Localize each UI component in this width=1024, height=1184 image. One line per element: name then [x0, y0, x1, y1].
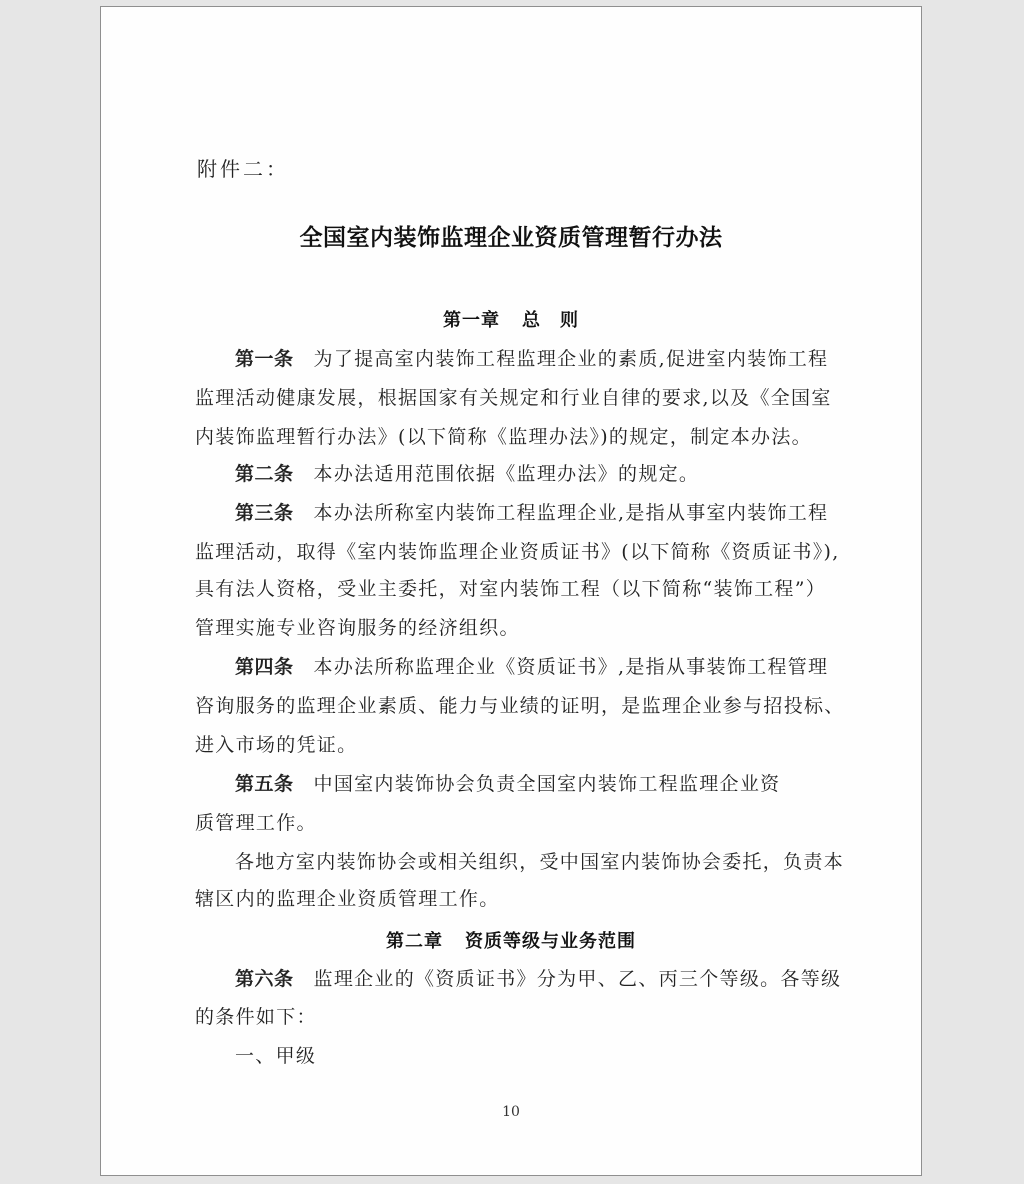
article-1-line-1	[235, 347, 828, 371]
article-6-line-2: 的条件如下：	[195, 1006, 317, 1028]
document-title: 全国室内装饰监理企业资质管理暂行办法	[299, 225, 723, 251]
article-5-line-1	[235, 772, 780, 796]
article-2-label: 第二条	[235, 463, 294, 485]
document-page	[100, 6, 922, 1176]
article-4-label: 第四条	[235, 656, 294, 678]
chapter-1-number: 第一章	[443, 310, 500, 331]
article-4-text-1: 本办法所称监理企业《资质证书》,是指从事装饰工程管理	[313, 656, 829, 678]
chapter-2-number: 第二章	[386, 931, 443, 952]
article-3-text-1: 本办法所称室内装饰工程监理企业,是指从事室内装饰工程	[313, 502, 829, 524]
article-5-paragraph-2-line-1: 各地方室内装饰协会或相关组织，受中国室内装饰协会委托，负责本	[235, 851, 845, 873]
article-3-line-2: 监理活动，取得《室内装饰监理企业资质证书》(以下简称《资质证书》),	[195, 541, 840, 563]
annex-label: 附件二：	[197, 157, 289, 181]
chapter-2-title: 资质等级与业务范围	[465, 931, 636, 952]
article-3-label: 第三条	[235, 502, 294, 524]
article-3-line-3: 具有法人资格，受业主委托，对室内装饰工程（以下简称“装饰工程”）	[195, 578, 827, 600]
article-6-label: 第六条	[235, 968, 294, 990]
article-5-paragraph-2-line-2: 辖区内的监理企业资质管理工作。	[195, 888, 500, 910]
article-5-text-1: 中国室内装饰协会负责全国室内装饰工程监理企业资	[313, 773, 781, 795]
article-3-line-1	[235, 501, 828, 525]
grade-a-item: 一、甲级	[235, 1045, 317, 1067]
article-3-line-4: 管理实施专业咨询服务的经济组织。	[195, 617, 520, 639]
article-6-line-1	[235, 967, 841, 991]
article-4-line-3: 进入市场的凭证。	[195, 734, 358, 756]
article-2-line-1	[235, 462, 699, 486]
article-4-line-1	[235, 655, 828, 679]
article-1-line-2: 监理活动健康发展，根据国家有关规定和行业自律的要求,以及《全国室	[195, 387, 832, 409]
article-1-label: 第一条	[235, 348, 294, 370]
chapter-1-title: 总 则	[522, 310, 579, 331]
article-1-text-1: 为了提高室内装饰工程监理企业的素质,促进室内装饰工程	[313, 348, 829, 370]
article-6-text-1: 监理企业的《资质证书》分为甲、乙、丙三个等级。各等级	[313, 968, 842, 990]
article-4-line-2: 咨询服务的监理企业素质、能力与业绩的证明，是监理企业参与招投标、	[195, 695, 845, 717]
article-5-label: 第五条	[235, 773, 294, 795]
chapter-2-heading	[101, 927, 921, 953]
article-1-line-3: 内装饰监理暂行办法》(以下简称《监理办法》)的规定，制定本办法。	[195, 426, 812, 448]
chapter-1-heading	[101, 306, 921, 332]
article-5-line-2: 质管理工作。	[195, 812, 317, 834]
article-2-text-1: 本办法适用范围依据《监理办法》的规定。	[313, 463, 700, 485]
page-number: 10	[502, 1104, 520, 1120]
